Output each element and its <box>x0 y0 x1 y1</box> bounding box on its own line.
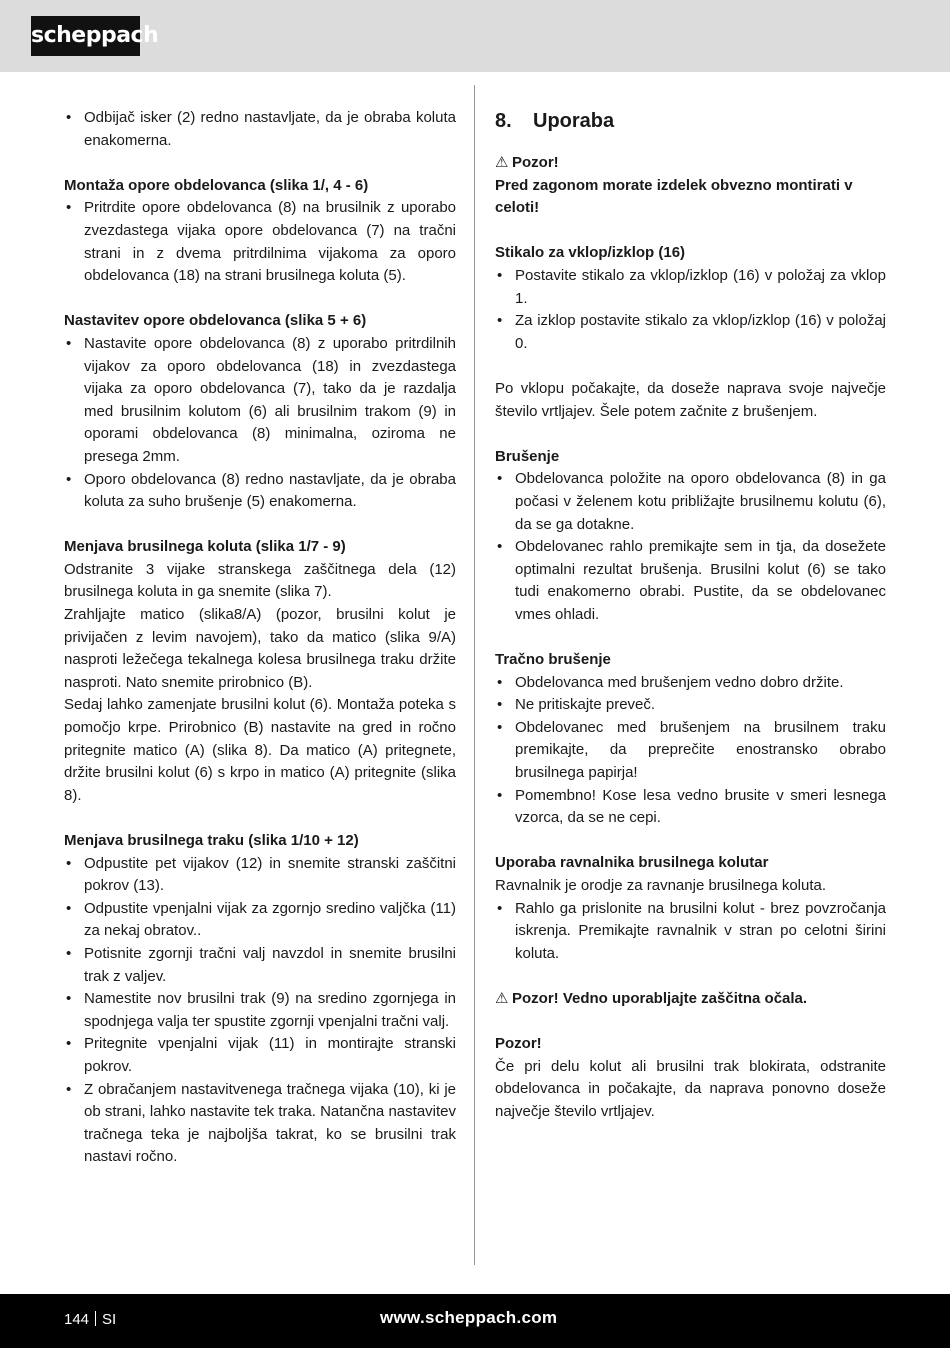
list-item: • Pritrdite opore obdelovanca (8) na brusilnik z uporabo zvezdastega vijaka opore obdelovanca (7) na tračni strani in z dvema pritrdilnima vijakoma za oporo obdelovanca (18) na strani brusilnega koluta (5). <box>64 197 456 287</box>
list-item: • Namestite nov brusilni trak (9) na sredino zgornjega in spodnjega valja ter spustite zgornji vpenjalni tračni valj. <box>64 988 456 1033</box>
column-divider <box>474 85 475 1265</box>
list-item: • Potisnite zgornji tračni valj navzdol in snemite brusilni trak z valjev. <box>64 943 456 988</box>
list-item: • Pritegnite vpenjalni vijak (11) in montirajte stranski pokrov. <box>64 1033 456 1078</box>
page-footer <box>0 1294 950 1348</box>
bullet-list <box>64 853 456 1169</box>
chapter-title: Uporaba <box>533 110 615 132</box>
paragraph: Zrahljajte matico (slika8/A) (pozor, brusilni kolut je privijačen z levim navojem), tako da matico (slika 9/A) nasproti ležečega tekalnega kolesa brusilnega traku držite nasproti. Nato snemite prirobnico (B). <box>64 606 456 691</box>
list-item: • Obdelovanca med brušenjem vedno dobro držite. <box>495 672 886 695</box>
list-item: • Postavite stikalo za vklop/izklop (16) v položaj za vklop 1. <box>495 265 886 310</box>
list-item: • Odpustite vpenjalni vijak za zgornjo sredino valjčka (11) za nekaj obratov.. <box>64 898 456 943</box>
bullet-list <box>64 197 456 287</box>
section-heading: Uporaba ravnalnika brusilnega kolutar <box>495 854 769 872</box>
list-item: • Obdelovanca položite na oporo obdelovanca (8) in ga počasi v želenem kotu približajte brusilnemu kolutu (6), da se ga dotakne. <box>495 468 886 536</box>
page-number-value: 144 <box>64 1311 90 1328</box>
list-item: • Obdelovanec med brušenjem na brusilnem traku premikajte, da preprečite enostransko obrabo brusilnega papirja! <box>495 717 886 785</box>
section-heading: Brušenje <box>495 447 560 465</box>
chapter-heading <box>495 108 886 134</box>
scheppach-logo: scheppach <box>31 16 140 56</box>
warning-triangle-icon: ⚠ <box>495 154 509 171</box>
bullet-list <box>495 265 886 355</box>
footer-separator <box>95 1311 96 1326</box>
section-heading: Nastavitev opore obdelovanca (slika 5 + 6) <box>64 312 367 330</box>
list-item: • Rahlo ga prislonite na brusilni kolut - brez povzročanja iskrenja. Premikajte ravnalnik v stran po celotni širini koluta. <box>495 898 886 966</box>
warning-label: Pozor! Vedno uporabljajte zaščitna očala. <box>512 989 808 1007</box>
warning-label: Pozor! <box>512 154 559 171</box>
list-item: • Z obračanjem nastavitvenega tračnega vijaka (10), ki je ob strani, lahko nastavite tek traka. Natančna nastavitev tračnega teka je najboljša takrat, ko se brusilni trak nastavi ročno. <box>64 1079 456 1169</box>
list-item: • Ne pritiskajte preveč. <box>495 694 886 717</box>
list-item: • Za izklop postavite stikalo za vklop/izklop (16) v položaj 0. <box>495 310 886 355</box>
language-code: SI <box>102 1311 117 1328</box>
section-heading: Menjava brusilnega koluta (slika 1/7 - 9) <box>64 538 346 556</box>
warning-heading <box>495 152 886 175</box>
chapter-number: 8. <box>495 110 512 132</box>
list-item: • Nastavite opore obdelovanca (8) z uporabo pritrdilnih vijakov za oporo obdelovanca (18) in zvezdastega vijaka za oporo obdelovanca (7), tako da je razdalja med brusilnim kolutom (6) ali brusilnim trakom (9) in oporami obdelovanca (8) minimalna, oziroma ne presega 2mm. <box>64 333 456 469</box>
list-item: • Obdelovanec rahlo premikajte sem in tja, da dosežete optimalni rezultat brušenja. Brusilni kolut (6) se tako tudi enakomerno obrabi. Pustite, da se obdelovanec vmes ohladi. <box>495 536 886 626</box>
paragraph: Po vklopu počakajte, da doseže naprava svoje največje število vrtljajev. Šele potem začnite z brušenjem. <box>495 379 886 420</box>
page-number <box>64 1311 116 1328</box>
bullet-list <box>64 333 456 514</box>
list-item: • Odbijač isker (2) redno nastavljate, da je obraba koluta enakomerna. <box>64 107 456 152</box>
website-url: www.scheppach.com <box>380 1308 558 1327</box>
section-heading: Montaža opore obdelovanca (slika 1/, 4 - 6) <box>64 176 369 194</box>
section-heading: Menjava brusilnega traku (slika 1/10 + 12) <box>64 832 359 849</box>
paragraph: Sedaj lahko zamenjate brusilni kolut (6). Montaža poteka s pomočjo krpe. Prirobnico (B) nastavite na gred in ročno pritegnite matico (A) (slika 8). Da matico (A) pritegnete, držite brusilni kolut (6) s krpo in matico (A) pritegnite (slika 8). <box>64 696 456 804</box>
list-item: • Pomembno! Kose lesa vedno brusite v smeri lesnega vzorca, da se ne cepi. <box>495 785 886 830</box>
left-column <box>64 107 456 1169</box>
intro-list <box>64 107 456 152</box>
paragraph: Odstranite 3 vijake stranskega zaščitnega dela (12) brusilnega koluta in ga snemite (slika 7). <box>64 560 456 601</box>
page-header <box>0 0 950 72</box>
list-item: • Oporo obdelovanca (8) redno nastavljate, da je obraba koluta za suho brušenje (5) enakomerna. <box>64 469 456 514</box>
bullet-list <box>495 468 886 626</box>
paragraph: Ravnalnik je orodje za ravnanje brusilnega koluta. <box>495 877 827 894</box>
right-column <box>495 107 886 1124</box>
warning-label: Pozor! <box>495 1035 542 1053</box>
paragraph: Če pri delu kolut ali brusilni trak blokirata, odstranite obdelovanca in počakajte, da naprava ponovno doseže največje število vrtljajev. <box>495 1057 886 1120</box>
bullet-list <box>495 672 886 830</box>
list-item: • Odpustite pet vijakov (12) in snemite stranski zaščitni pokrov (13). <box>64 853 456 898</box>
section-heading: Tračno brušenje <box>495 651 611 669</box>
warning-triangle-icon: ⚠ <box>495 989 509 1007</box>
section-heading: Stikalo za vklop/izklop (16) <box>495 244 686 262</box>
warning-heading <box>495 988 886 1011</box>
warning-text: Pred zagonom morate izdelek obvezno montirati v celoti! <box>495 176 853 217</box>
bullet-list <box>495 898 886 966</box>
